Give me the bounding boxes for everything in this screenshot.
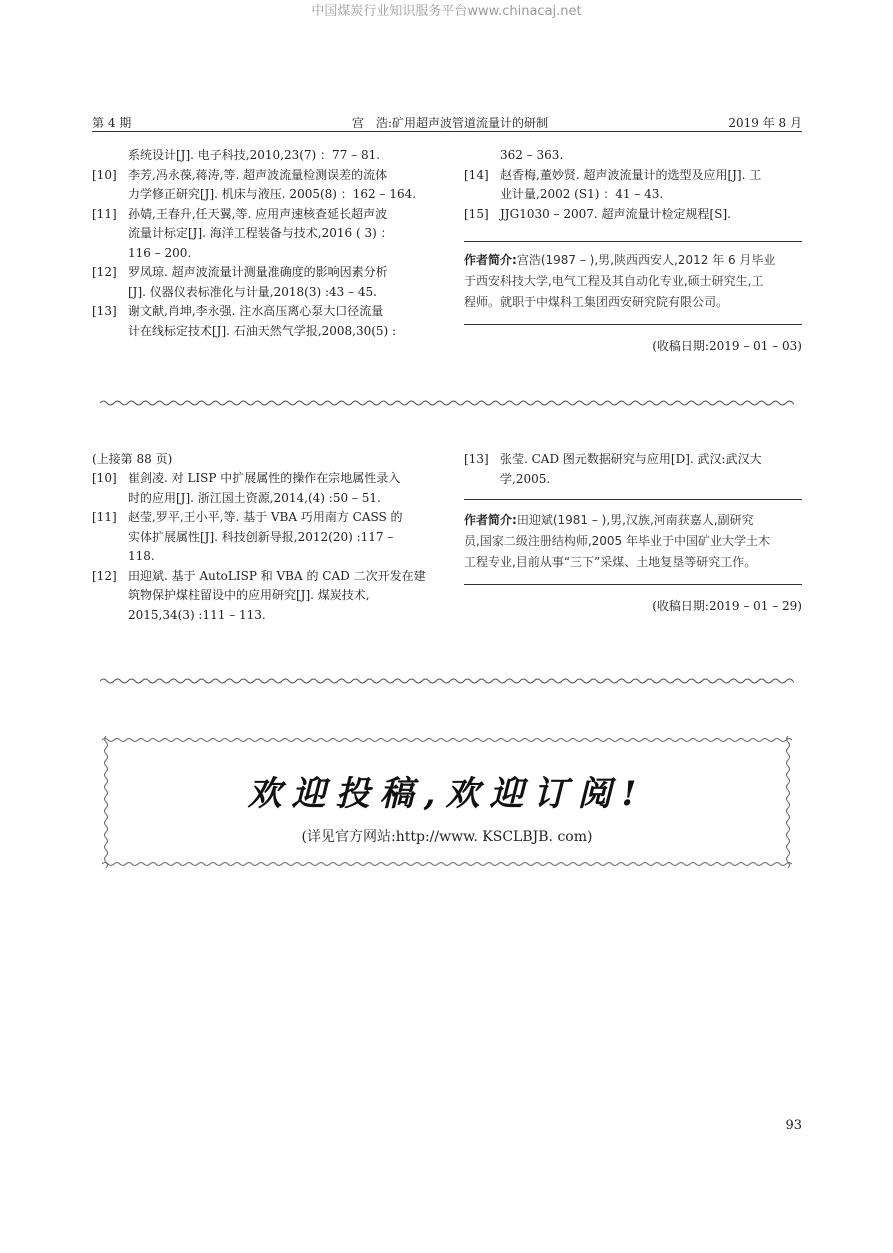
- reference-item: [464, 205, 802, 225]
- reference-item: [92, 146, 434, 166]
- reference-line: 赵香梅,董妙贤. 超声波流量计的选型及应用[J]. 工: [500, 167, 762, 182]
- reference-line: 业计量,2002 (S1) ：41 – 43.: [500, 187, 664, 201]
- bio-line: [464, 510, 802, 531]
- bio-text: 田迎斌(1981 – ),男,汉族,河南获嘉人,副研究: [516, 513, 754, 527]
- watermark: 中国煤炭行业知识服务平台www.chinacaj.net: [311, 4, 582, 19]
- reference-text: [128, 205, 434, 264]
- reference-number: [12]: [92, 265, 117, 279]
- reference-line: 118.: [128, 549, 155, 563]
- reference-line: 2015,34(3) :111 – 113.: [128, 607, 266, 622]
- received-date-2: (收稿日期:2019 – 01 – 29): [652, 599, 802, 613]
- reference-line: 时的应用[J]. 浙江国土资源,2014,(4) :50 – 51.: [128, 490, 381, 505]
- issue-label: 第 4 期: [92, 116, 132, 130]
- reference-line: 李芳,冯永葆,蒋涛,等. 超声波流量检测误差的流体: [128, 167, 388, 182]
- reference-line: 张莹. CAD 图元数据研究与应用[D]. 武汉:武汉大: [500, 452, 762, 466]
- reference-item: [92, 166, 434, 205]
- reference-line: 崔剑凌. 对 LISP 中扩展属性的操作在宗地属性录入: [128, 471, 401, 485]
- bio-bottom-rule: [464, 324, 802, 325]
- reference-text: [500, 450, 802, 489]
- author-bio-1: [464, 250, 802, 313]
- reference-item: [92, 508, 434, 567]
- page-number: 93: [785, 1118, 802, 1133]
- reference-line: 计在线标定技术[J]. 石油天然气学报,2008,30(5) :: [128, 323, 397, 338]
- reference-line: 学,2005.: [500, 471, 551, 486]
- bio-top-rule: [464, 499, 802, 500]
- bio-text: 程师。就职于中煤科工集团西安研究院有限公司。: [464, 295, 729, 309]
- author-bio-2: [464, 510, 802, 573]
- reference-line: 赵莹,罗平,王小平,等. 基于 VBA 巧用南方 CASS 的: [128, 510, 403, 524]
- website-note: (详见官方网站:http://www. KSCLBJB. com): [301, 829, 593, 845]
- reference-item: [92, 302, 434, 341]
- continued-note: (上接第 88 页): [92, 452, 173, 466]
- reference-item: [464, 450, 802, 489]
- reference-line: 362 – 363.: [500, 148, 564, 162]
- reference-line: 罗凤琼. 超声波流量计测量准确度的影响因素分析: [128, 265, 388, 279]
- bio-line: [464, 271, 802, 292]
- received-date-1: (收稿日期:2019 – 01 – 03): [652, 339, 802, 353]
- reference-text: [500, 205, 802, 225]
- reference-item: [464, 146, 802, 166]
- bio-label: 作者简介:: [464, 513, 517, 527]
- header-rule: [92, 131, 802, 132]
- reference-item: [464, 166, 802, 205]
- wavy-divider: [100, 676, 794, 686]
- reference-item: [92, 263, 434, 302]
- reference-number: [13]: [464, 452, 489, 466]
- reference-number: [11]: [92, 510, 117, 524]
- reference-item: [92, 205, 434, 264]
- reference-line: JJG1030 – 2007. 超声流量计检定规程[S].: [500, 206, 731, 221]
- references-right-2: [464, 450, 802, 489]
- reference-number: [10]: [92, 471, 117, 485]
- reference-line: 田迎斌. 基于 AutoLISP 和 VBA 的 CAD 二次开发在建: [128, 568, 426, 583]
- wavy-divider: [100, 398, 794, 408]
- bio-line: [464, 531, 802, 552]
- bio-line: [464, 292, 802, 313]
- reference-text: [128, 263, 434, 302]
- bio-text: 宫浩(1987 – ),男,陕西西安人,2012 年 6 月毕业: [516, 253, 776, 267]
- bio-label: 作者简介:: [464, 253, 517, 267]
- reference-line: [J]. 仪器仪表标准化与计量,2018(3) :43 – 45.: [128, 284, 377, 299]
- reference-number: [12]: [92, 568, 117, 583]
- reference-line: 筑物保护煤柱留设中的应用研究[J]. 煤炭技术,: [128, 588, 370, 602]
- reference-text: [128, 567, 434, 626]
- reference-line: 力学修正研究[J]. 机床与液压. 2005(8) ：162 – 164.: [128, 187, 417, 201]
- reference-text: [128, 302, 434, 341]
- references-left-1: [92, 146, 434, 341]
- reference-number: [11]: [92, 206, 117, 221]
- running-title: 宫 浩:矿用超声波管道流量计的研制: [351, 116, 549, 130]
- reference-item: [92, 567, 434, 626]
- reference-number: [13]: [92, 304, 117, 318]
- reference-line: 流量计标定[J]. 海洋工程装备与技术,2016 ( 3) ：: [128, 226, 393, 240]
- reference-line: 系统设计[J]. 电子科技,2010,23(7) ：77 – 81.: [128, 148, 381, 162]
- bio-text: 于西安科技大学,电气工程及其自动化专业,硕士研究生,工: [464, 274, 764, 288]
- reference-number: [92, 146, 128, 166]
- reference-number: [10]: [92, 167, 117, 182]
- references-left-2: [92, 469, 434, 625]
- welcome-slogan: 欢迎投稿,欢迎订阅!: [247, 774, 647, 814]
- bio-line: [464, 552, 802, 573]
- references-right-1: [464, 146, 802, 224]
- issue-date: 2019 年 8 月: [728, 116, 802, 130]
- reference-line: 116 – 200.: [128, 245, 192, 260]
- reference-number: [14]: [464, 167, 489, 182]
- bio-bottom-rule: [464, 584, 802, 585]
- bio-top-rule: [464, 241, 802, 242]
- reference-number: [15]: [464, 206, 489, 221]
- reference-text: [128, 469, 434, 508]
- reference-line: 孙婧,王春升,任天翼,等. 应用声速核查延长超声波: [128, 206, 388, 221]
- bio-text: 工程专业,目前从事“三下”采煤、土地复垦等研究工作。: [464, 555, 757, 569]
- reference-number: [464, 146, 500, 166]
- reference-text: [128, 508, 434, 567]
- bio-text: 员,国家二级注册结构师,2005 年毕业于中国矿业大学土木: [464, 534, 770, 548]
- reference-text: [128, 146, 434, 166]
- reference-text: [500, 166, 802, 205]
- bio-line: [464, 250, 802, 271]
- reference-line: 实体扩展属性[J]. 科技创新导报,2012(20) :117 –: [128, 529, 394, 544]
- reference-text: [500, 146, 802, 166]
- reference-line: 谢文献,肖坤,李永强. 注水高压离心泵大口径流量: [128, 304, 384, 318]
- reference-item: [92, 469, 434, 508]
- reference-text: [128, 166, 434, 205]
